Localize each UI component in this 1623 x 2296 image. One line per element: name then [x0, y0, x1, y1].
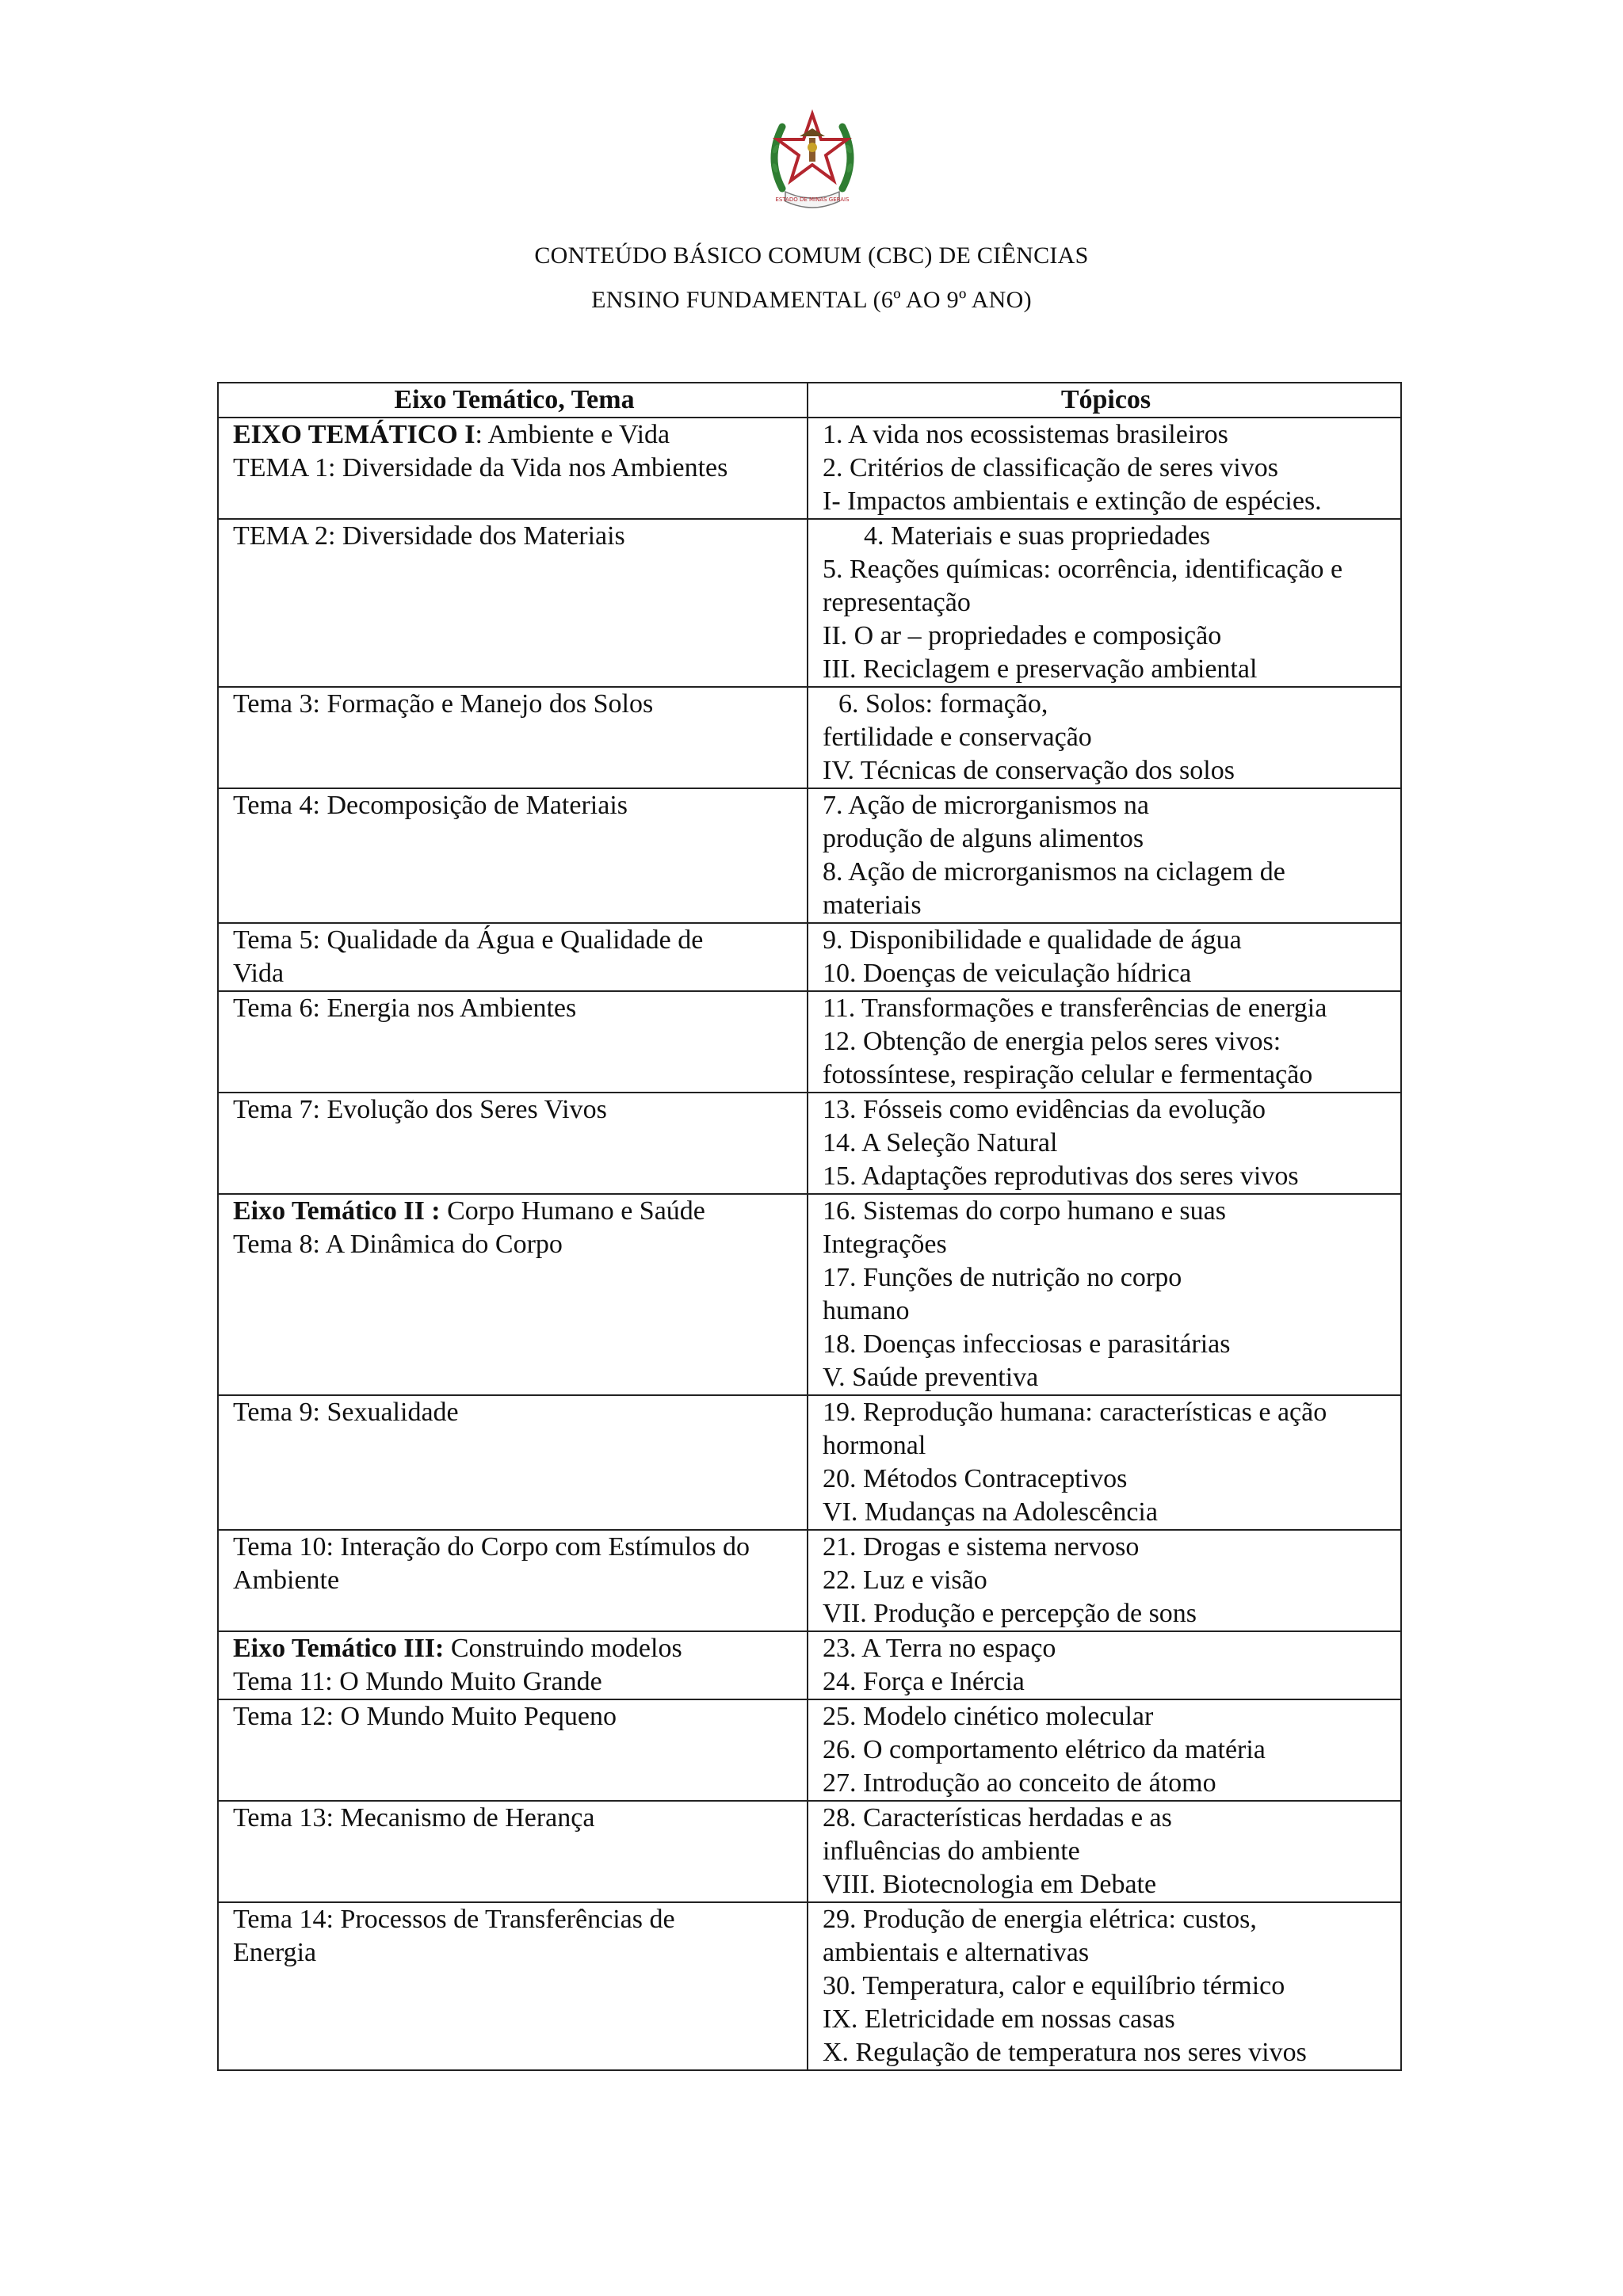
- topic-line: 14. A Seleção Natural: [823, 1128, 1058, 1158]
- topics-cell: [808, 1631, 1401, 1699]
- theme-label: Tema 3: Formação e Manejo dos Solos: [233, 689, 654, 719]
- topic-line: 19. Reprodução humana: características e ação: [823, 1398, 1327, 1427]
- topics-cell: [808, 1801, 1401, 1902]
- theme-cell: [218, 1902, 808, 2070]
- table-row: [218, 1801, 1401, 1902]
- topic-line: materiais: [823, 891, 922, 920]
- topic-line: 9. Disponibilidade e qualidade de água: [823, 925, 1242, 955]
- table-row: [218, 991, 1401, 1093]
- table-row: [218, 1902, 1401, 2070]
- topic-line: 16. Sistemas do corpo humano e suas: [823, 1196, 1226, 1226]
- topic-line: 20. Métodos Contraceptivos: [823, 1464, 1128, 1493]
- topics-cell: [808, 687, 1401, 788]
- theme-label: Tema 6: Energia nos Ambientes: [233, 994, 577, 1023]
- theme-label: Tema 11: O Mundo Muito Grande: [233, 1667, 602, 1696]
- topic-line: X. Regulação de temperatura nos seres vivos: [823, 2038, 1307, 2067]
- topics-cell: [808, 788, 1401, 923]
- theme-cell: [218, 923, 808, 991]
- topics-cell: [808, 1395, 1401, 1530]
- theme-label: Tema 4: Decomposição de Materiais: [233, 791, 628, 820]
- topic-line: 23. A Terra no espaço: [823, 1634, 1056, 1663]
- column-header-themes: Eixo Temático, Tema: [218, 383, 808, 418]
- theme-label: Tema 8: A Dinâmica do Corpo: [233, 1230, 563, 1259]
- curriculum-table: [217, 382, 1402, 2071]
- theme-label: Tema 7: Evolução dos Seres Vivos: [233, 1095, 607, 1124]
- topic-line: 17. Funções de nutrição no corpo: [823, 1263, 1182, 1292]
- theme-cell: [218, 1194, 808, 1395]
- topic-line: 10. Doenças de veiculação hídrica: [823, 959, 1192, 988]
- topics-cell: [808, 1902, 1401, 2070]
- theme-cell: [218, 1631, 808, 1699]
- topic-line: II. O ar – propriedades e composição: [823, 621, 1222, 650]
- topic-line: 22. Luz e visão: [823, 1566, 987, 1595]
- theme-cell: [218, 1699, 808, 1801]
- topic-line: humano: [823, 1296, 910, 1325]
- topic-line: 18. Doenças infecciosas e parasitárias: [823, 1329, 1231, 1359]
- topic-line: IX. Eletricidade em nossas casas: [823, 2004, 1175, 2034]
- topics-cell: [808, 418, 1401, 519]
- table-row: [218, 1699, 1401, 1801]
- topic-line: ambientais e alternativas: [823, 1938, 1090, 1967]
- topic-line: 29. Produção de energia elétrica: custos,: [823, 1905, 1257, 1934]
- theme-cell: [218, 1530, 808, 1631]
- topic-line: IV. Técnicas de conservação dos solos: [823, 756, 1235, 785]
- topic-line: 5. Reações químicas: ocorrência, identificação e: [823, 555, 1343, 584]
- topic-line: influências do ambiente: [823, 1836, 1080, 1866]
- column-header-topics: Tópicos: [808, 383, 1401, 418]
- theme-label: Vida: [233, 959, 285, 988]
- theme-label: Tema 5: Qualidade da Água e Qualidade de: [233, 925, 704, 955]
- table-row: [218, 1194, 1401, 1395]
- topics-cell: [808, 923, 1401, 991]
- axis-heading: Eixo Temático III: Construindo modelos: [233, 1634, 682, 1663]
- topic-line: 28. Características herdadas e as: [823, 1803, 1172, 1833]
- topic-line: produção de alguns alimentos: [823, 824, 1144, 853]
- theme-label: Energia: [233, 1938, 317, 1967]
- topic-line: III. Reciclagem e preservação ambiental: [823, 654, 1258, 684]
- theme-cell: [218, 1395, 808, 1530]
- topic-line: representação: [823, 588, 971, 617]
- topics-cell: [808, 1093, 1401, 1194]
- topic-line: 21. Drogas e sistema nervoso: [823, 1532, 1140, 1562]
- table-row: [218, 1093, 1401, 1194]
- theme-cell: [218, 519, 808, 687]
- theme-label: Tema 13: Mecanismo de Herança: [233, 1803, 595, 1833]
- topic-line: 15. Adaptações reprodutivas dos seres vivos: [823, 1161, 1299, 1191]
- topic-line: VI. Mudanças na Adolescência: [823, 1497, 1158, 1527]
- topic-line: 27. Introdução ao conceito de átomo: [823, 1768, 1216, 1798]
- topic-line: 6. Solos: formação,: [838, 689, 1048, 719]
- table-row: [218, 1631, 1401, 1699]
- topic-line: VIII. Biotecnologia em Debate: [823, 1870, 1157, 1899]
- state-seal-logo: [765, 103, 860, 222]
- topic-line: 13. Fósseis como evidências da evolução: [823, 1095, 1266, 1124]
- theme-cell: [218, 1093, 808, 1194]
- theme-label: TEMA 1: Diversidade da Vida nos Ambientes: [233, 453, 728, 482]
- table-row: [218, 1530, 1401, 1631]
- table-row: [218, 687, 1401, 788]
- topic-line: 30. Temperatura, calor e equilíbrio térmico: [823, 1971, 1285, 2000]
- theme-label: Tema 12: O Mundo Muito Pequeno: [233, 1702, 617, 1731]
- axis-heading: Eixo Temático II : Corpo Humano e Saúde: [233, 1196, 705, 1226]
- theme-label: Tema 14: Processos de Transferências de: [233, 1905, 675, 1934]
- theme-cell: [218, 991, 808, 1093]
- topic-line: I- Impactos ambientais e extinção de espécies.: [823, 486, 1322, 516]
- topic-line: 2. Critérios de classificação de seres vivos: [823, 453, 1278, 482]
- theme-label: Tema 9: Sexualidade: [233, 1398, 459, 1427]
- theme-label: Tema 10: Interação do Corpo com Estímulos do: [233, 1532, 750, 1562]
- topics-cell: [808, 1699, 1401, 1801]
- topics-cell: [808, 1194, 1401, 1395]
- topic-line: 24. Força e Inércia: [823, 1667, 1025, 1696]
- theme-cell: [218, 687, 808, 788]
- topic-line: 4. Materiais e suas propriedades: [864, 521, 1211, 551]
- table-row: [218, 1395, 1401, 1530]
- topic-line: Integrações: [823, 1230, 947, 1259]
- document-title: CONTEÚDO BÁSICO COMUM (CBC) DE CIÊNCIAS: [534, 242, 1089, 269]
- topic-line: fertilidade e conservação: [823, 723, 1092, 752]
- table-header-row: [218, 383, 1401, 418]
- topics-cell: [808, 519, 1401, 687]
- topic-line: 12. Obtenção de energia pelos seres vivos:: [823, 1027, 1281, 1056]
- theme-cell: [218, 418, 808, 519]
- theme-cell: [218, 1801, 808, 1902]
- topic-line: 26. O comportamento elétrico da matéria: [823, 1735, 1266, 1764]
- topic-line: VII. Produção e percepção de sons: [823, 1599, 1197, 1628]
- topic-line: 11. Transformações e transferências de energia: [823, 994, 1327, 1023]
- theme-label: Ambiente: [233, 1566, 340, 1595]
- topic-line: 7. Ação de microrganismos na: [823, 791, 1150, 820]
- topic-line: 8. Ação de microrganismos na ciclagem de: [823, 857, 1285, 887]
- seal-banner-text: ESTADO DE MINAS GERAIS: [775, 196, 850, 203]
- theme-cell: [218, 788, 808, 923]
- table-row: [218, 519, 1401, 687]
- topic-line: 1. A vida nos ecossistemas brasileiros: [823, 420, 1228, 449]
- topics-cell: [808, 1530, 1401, 1631]
- topic-line: fotossíntese, respiração celular e fermentação: [823, 1060, 1313, 1089]
- topic-line: 25. Modelo cinético molecular: [823, 1702, 1154, 1731]
- topic-line: hormonal: [823, 1431, 926, 1460]
- theme-label: TEMA 2: Diversidade dos Materiais: [233, 521, 625, 551]
- topic-line: V. Saúde preventiva: [823, 1363, 1039, 1392]
- document-subtitle: ENSINO FUNDAMENTAL (6º AO 9º ANO): [591, 287, 1032, 313]
- axis-heading: EIXO TEMÁTICO I: Ambiente e Vida: [233, 420, 670, 449]
- topics-cell: [808, 991, 1401, 1093]
- table-row: [218, 923, 1401, 991]
- table-row: [218, 788, 1401, 923]
- table-row: [218, 418, 1401, 519]
